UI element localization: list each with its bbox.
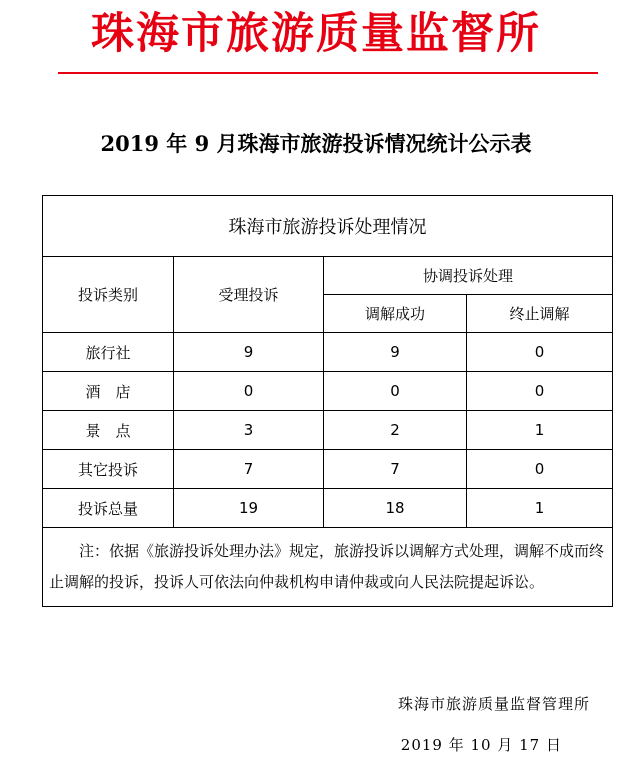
row-accepted: 0 <box>174 372 324 411</box>
row-success: 0 <box>324 372 467 411</box>
row-terminated: 0 <box>467 450 613 489</box>
table-row <box>43 411 613 450</box>
row-category: 酒 店 <box>43 372 174 411</box>
row-category: 旅行社 <box>43 333 174 372</box>
row-accepted: 7 <box>174 450 324 489</box>
row-category: 景 点 <box>43 411 174 450</box>
row-success: 18 <box>324 489 467 528</box>
header-divider <box>58 72 598 74</box>
row-success: 7 <box>324 450 467 489</box>
header-mediation-terminated: 终止调解 <box>467 295 613 333</box>
issue-date: 2019 年 10 月 17 日 <box>400 736 562 754</box>
row-accepted: 3 <box>174 411 324 450</box>
row-success: 9 <box>324 333 467 372</box>
header-category: 投诉类别 <box>43 257 174 333</box>
table-row <box>43 333 613 372</box>
table-row <box>43 450 613 489</box>
row-category: 其它投诉 <box>43 450 174 489</box>
header-coordination: 协调投诉处理 <box>324 257 613 295</box>
row-terminated: 1 <box>467 411 613 450</box>
table-row <box>43 372 613 411</box>
header-mediation-success: 调解成功 <box>324 295 467 333</box>
row-category: 投诉总量 <box>43 489 174 528</box>
table-caption: 珠海市旅游投诉处理情况 <box>43 196 613 257</box>
row-terminated: 0 <box>467 333 613 372</box>
header-accepted: 受理投诉 <box>174 257 324 333</box>
table-row-total <box>43 489 613 528</box>
row-terminated: 1 <box>467 489 613 528</box>
issuer-signature: 珠海市旅游质量监督管理所 <box>397 695 590 713</box>
row-accepted: 19 <box>174 489 324 528</box>
document-title: 2019 年 9 月珠海市旅游投诉情况统计公示表 <box>100 131 532 156</box>
row-success: 2 <box>324 411 467 450</box>
org-header-title: 珠海市旅游质量监督所 <box>91 9 541 59</box>
row-accepted: 9 <box>174 333 324 372</box>
table-note: 注：依据《旅游投诉处理办法》规定，旅游投诉以调解方式处理，调解不成而终止调解的投诉，投诉人可依法向仲裁机构申请仲裁或向人民法院提起诉讼。 <box>43 528 613 607</box>
row-terminated: 0 <box>467 372 613 411</box>
complaint-statistics-table <box>42 195 613 607</box>
